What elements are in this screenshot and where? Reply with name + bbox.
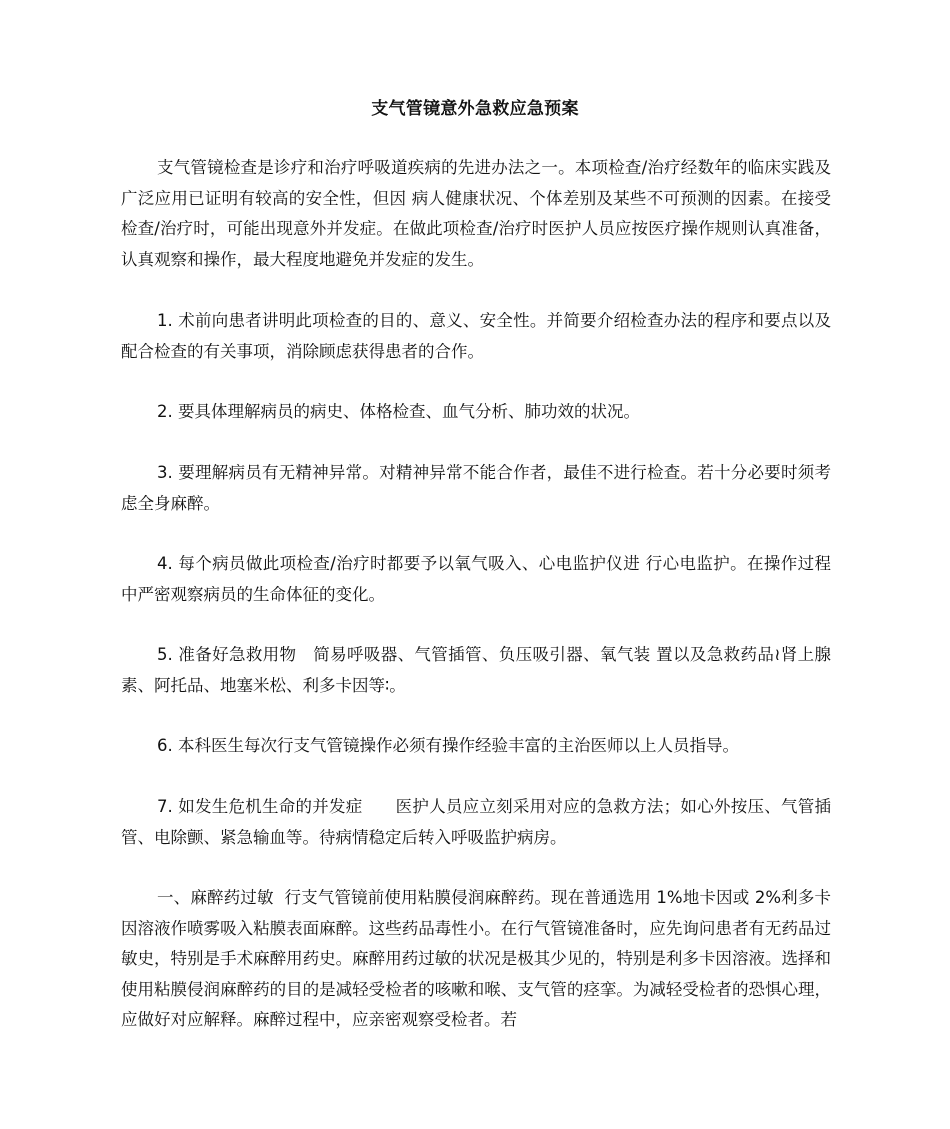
item-4-paragraph: 4. 每个病员做此项检查/治疗时都要予以氧气吸入、心电监护仪进 行心电监护。在操作过程中严密观察病员的生命体征的变化。 <box>121 554 831 604</box>
item-7-paragraph: 7. 如发生危机生命的并发症 医护人员应立刻采用对应的急救方法；如心外按压、气管插管、电除颤、紧急输血等。待病情稳定后转入呼吸监护病房。 <box>121 797 831 847</box>
item-5-paragraph: 5. 准备好急救用物 简易呼吸器、气管插管、负压吸引器、氧气装 置以及急救药品≀肾上腺素、阿托品、地塞米松、利多卡因等∶。 <box>121 645 831 695</box>
document-title: 支气管镜意外急救应急预案 <box>371 99 579 119</box>
item-6-paragraph: 6. 本科医生每次行支气管镜操作必须有操作经验丰富的主治医师以上人员指导。 <box>157 736 739 755</box>
section-1-paragraph: 一、麻醉药过敏 行支气管镜前使用粘膜侵润麻醉药。现在普通选用 1%地卡因或 2%利多卡因溶液作喷雾吸入粘膜表面麻醉。这些药品毒性小。在行气管镜准备时，应先询问患者有无药品过敏史，特别是手术麻醉用药史。麻醉用药过敏的状况是极其少见的，特别是利多卡因溶液。选择和使用粘膜侵润麻醉药的目的是减轻受检者的咳嗽和喉、支气管的痉挛。为减轻受检者的恐惧心理，应做好对应解释。麻醉过程中，应亲密观察受检者。若 <box>121 888 831 1029</box>
item-2-paragraph: 2. 要具体理解病员的病史、体格检查、血气分析、肺功效的状况。 <box>157 402 640 421</box>
item-3-paragraph: 3. 要理解病员有无精神异常。对精神异常不能合作者，最佳不进行检查。若十分必要时须考虑全身麻醉。 <box>121 463 831 513</box>
intro-paragraph: 支气管镜检查是诊疗和治疗呼吸道疾病的先进办法之一。本项检查/治疗经数年的临床实践及广泛应用已证明有较高的安全性，但因 病人健康状况、个体差别及某些不可预测的因素。在接受检查/治疗时，可能出现意外并发症。在做此项检查/治疗时医护人员应按医疗操作规则认真准备，认真观察和操作，最大程度地避免并发症的发生。 <box>121 158 831 269</box>
item-1-paragraph: 1. 术前向患者讲明此项检查的目的、意义、安全性。并简要介绍检查办法的程序和要点以及配合检查的有关事项，消除顾虑获得患者的合作。 <box>121 311 831 361</box>
